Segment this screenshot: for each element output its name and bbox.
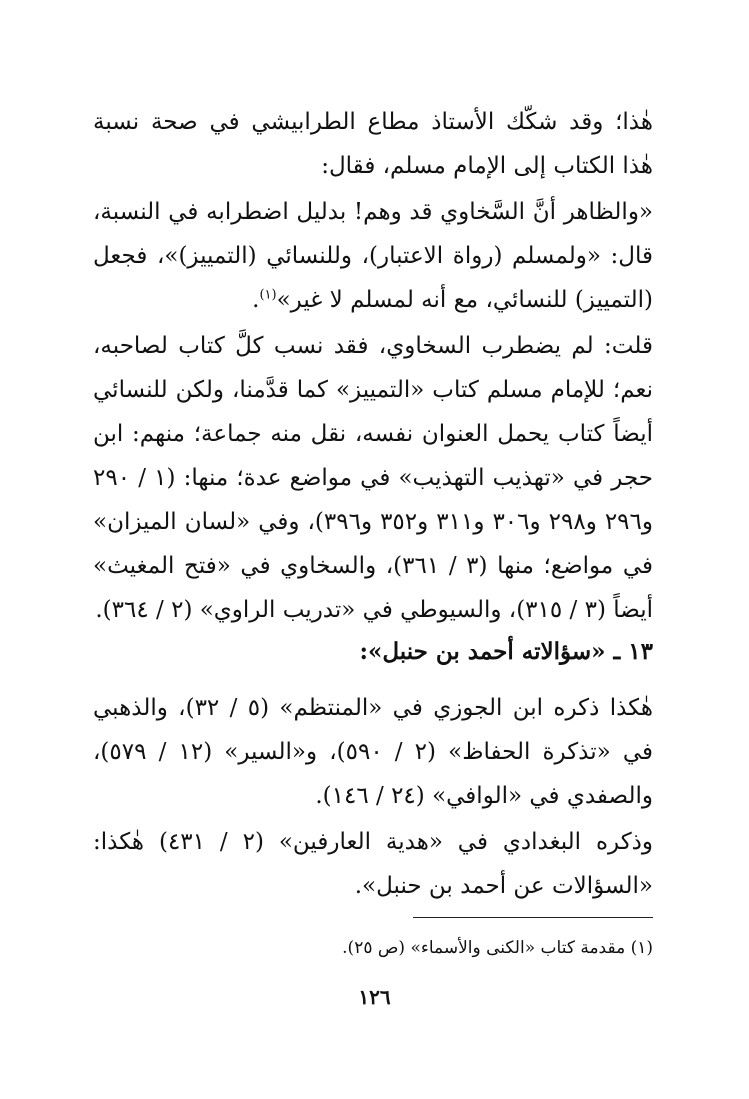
quote-text: «والظاهر أنَّ السَّخاوي قد وهم! بدليل اضطرابه في النسبة، قال: «ولمسلم (رواة الاعتبار)، وللنسائي (التمييز)»، فجعل (التمييز) للنسائي، مع أنه لمسلم لا غير»	[93, 199, 653, 313]
paragraph-sources: هٰكذا ذكره ابن الجوزي في «المنتظم» (٥ / ٣٢)، والذهبي في «تذكرة الحفاظ» (٢ / ٥٩٠)، و«السير» (١٢ / ٥٧٩)، والصفدي في «الوافي» (٢٤ / ١٤٦).	[93, 695, 654, 809]
paragraph-quote	[93, 190, 653, 322]
page-number: ١٢٦	[358, 985, 391, 1009]
footnote-reference: (١)	[259, 287, 277, 303]
footnote: (١) مقدمة كتاب «الكنى والأسماء» (ص ٢٥).	[342, 938, 653, 958]
section-heading: ١٣ ـ «سؤالاته أحمد بن حنبل»:	[359, 638, 653, 665]
paragraph-response: قلت: لم يضطرب السخاوي، فقد نسب كلَّ كتاب لصاحبه، نعم؛ للإمام مسلم كتاب «التمييز» كما قدَّمنا، ولكن للنسائي أيضاً كتاب يحمل العنوان نفسه، نقل منه جماعة؛ منهم: ابن حجر في «تهذيب التهذيب» في مواضع عدة؛ منها: (١ / ٢٩٠ و٢٩٦ و٢٩٨ و٣٠٦ و٣١١ و٣٥٢ و٣٩٦)، وفي «لسان الميزان» في مواضع؛ منها (٣ / ٣٦١)، والسخاوي في «فتح المغيث» أيضاً (٣ / ٣١٥)، والسيوطي في «تدريب الراوي» (٢ / ٣٦٤).	[93, 333, 654, 623]
footnote-divider	[413, 917, 653, 918]
quote-end: .	[252, 287, 260, 313]
paragraph-baghdadi: وذكره البغدادي في «هدية العارفين» (٢ / ٤٣١) هٰكذا: «السؤالات عن أحمد بن حنبل».	[93, 829, 653, 899]
paragraph-intro: هٰذا؛ وقد شكّك الأستاذ مطاع الطرابيشي في صحة نسبة هٰذا الكتاب إلى الإمام مسلم، فقال:	[93, 109, 653, 179]
